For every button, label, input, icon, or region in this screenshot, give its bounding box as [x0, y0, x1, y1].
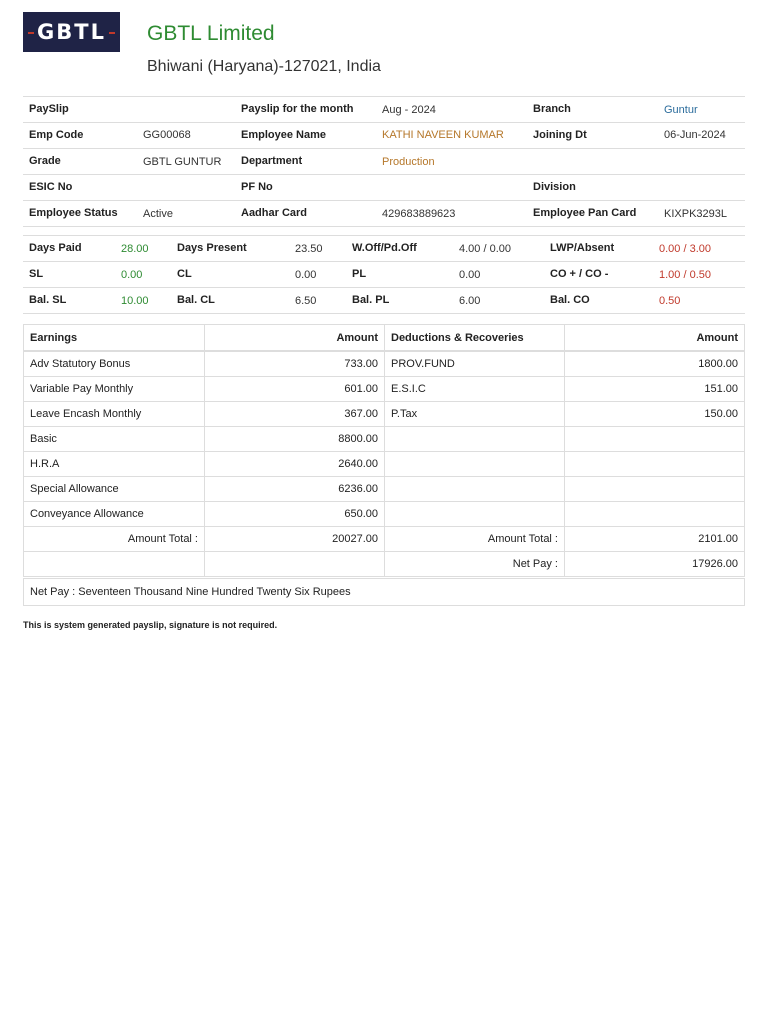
bal-cl-value: 6.50	[295, 295, 317, 307]
net-pay-words-text: Net Pay : Seventeen Thousand Nine Hundred Twenty Six Rupees	[30, 586, 351, 598]
table-header-row	[24, 325, 745, 352]
department-value: Production	[382, 156, 435, 168]
pan-value: KIXPK3293L	[664, 208, 727, 220]
earnings-header: Earnings	[24, 325, 205, 352]
empty-cell	[385, 502, 565, 527]
days-present-label: Days Present	[177, 242, 247, 254]
deduction-name: P.Tax	[385, 402, 565, 427]
deductions-header: Deductions & Recoveries	[385, 325, 565, 352]
emp-name-label: Employee Name	[241, 129, 326, 141]
earning-name: Leave Encash Monthly	[24, 402, 205, 427]
joining-label: Joining Dt	[533, 129, 587, 141]
logo-text: GBTL	[30, 20, 113, 44]
attendance-row-3	[23, 288, 745, 314]
deduction-amount: 151.00	[565, 377, 745, 402]
empty-cell	[385, 452, 565, 477]
employee-info-section	[23, 96, 745, 227]
aadhar-label: Aadhar Card	[241, 207, 308, 219]
days-present-value: 23.50	[295, 243, 323, 255]
company-name: GBTL Limited	[147, 22, 275, 45]
bal-sl-label: Bal. SL	[29, 294, 67, 306]
table-row	[24, 502, 745, 527]
aadhar-value: 429683889623	[382, 208, 456, 220]
net-pay-row	[24, 552, 745, 577]
table-row	[24, 377, 745, 402]
empty-cell	[565, 477, 745, 502]
attendance-row-2	[23, 262, 745, 288]
footer-note: This is system generated payslip, signature is not required.	[23, 620, 278, 630]
co-label: CO + / CO -	[550, 268, 609, 280]
info-row-3	[23, 149, 745, 175]
earning-amount: 650.00	[205, 502, 385, 527]
woff-label: W.Off/Pd.Off	[352, 242, 417, 254]
deductions-amount-header: Amount	[565, 325, 745, 352]
month-value: Aug - 2024	[382, 104, 436, 116]
grade-label: Grade	[29, 155, 61, 167]
earning-name: Variable Pay Monthly	[24, 377, 205, 402]
bal-pl-value: 6.00	[459, 295, 481, 307]
empty-cell	[385, 427, 565, 452]
earning-amount: 2640.00	[205, 452, 385, 477]
empty-cell	[565, 452, 745, 477]
deductions-total-value: 2101.00	[565, 527, 745, 552]
net-pay-value: 17926.00	[565, 552, 745, 577]
empty-cell	[205, 552, 385, 577]
info-row-5	[23, 201, 745, 227]
branch-value: Guntur	[664, 104, 698, 116]
bal-pl-label: Bal. PL	[352, 294, 390, 306]
earning-amount: 367.00	[205, 402, 385, 427]
sl-label: SL	[29, 268, 44, 280]
company-address: Bhiwani (Haryana)-127021, India	[147, 58, 381, 75]
totals-row	[24, 527, 745, 552]
info-row-1	[23, 97, 745, 123]
earning-amount: 733.00	[205, 351, 385, 377]
deductions-total-label: Amount Total :	[385, 527, 565, 552]
esic-label: ESIC No	[29, 181, 73, 193]
pl-label: PL	[352, 268, 367, 280]
empty-cell	[565, 502, 745, 527]
payslip-label: PaySlip	[29, 103, 69, 115]
net-pay-label: Net Pay :	[385, 552, 565, 577]
earnings-total-label: Amount Total :	[24, 527, 205, 552]
deduction-name: E.S.I.C	[385, 377, 565, 402]
branch-label: Branch	[533, 103, 571, 115]
bal-cl-label: Bal. CL	[177, 294, 215, 306]
department-label: Department	[241, 155, 303, 167]
company-logo	[23, 12, 120, 52]
joining-value: 06-Jun-2024	[664, 129, 726, 141]
net-pay-words	[23, 578, 745, 606]
earning-name: Adv Statutory Bonus	[24, 351, 205, 377]
grade-value: GBTL GUNTUR	[143, 156, 222, 168]
info-row-4	[23, 175, 745, 201]
earning-name: Special Allowance	[24, 477, 205, 502]
pl-value: 0.00	[459, 269, 481, 281]
empty-cell	[385, 477, 565, 502]
table-row	[24, 477, 745, 502]
month-label: Payslip for the month	[241, 103, 354, 115]
earnings-total-value: 20027.00	[205, 527, 385, 552]
info-row-2	[23, 123, 745, 149]
emp-code-value: GG00068	[143, 129, 191, 141]
empty-cell	[24, 552, 205, 577]
lwp-label: LWP/Absent	[550, 242, 615, 254]
emp-code-label: Emp Code	[29, 129, 84, 141]
deduction-name: PROV.FUND	[385, 351, 565, 377]
table-row	[24, 351, 745, 377]
pf-label: PF No	[241, 181, 273, 193]
deduction-amount: 1800.00	[565, 351, 745, 377]
cl-label: CL	[177, 268, 192, 280]
status-label: Employee Status	[29, 207, 118, 219]
earning-name: H.R.A	[24, 452, 205, 477]
earning-amount: 8800.00	[205, 427, 385, 452]
deduction-amount: 150.00	[565, 402, 745, 427]
earning-name: Basic	[24, 427, 205, 452]
status-value: Active	[143, 208, 173, 220]
empty-cell	[565, 427, 745, 452]
bal-co-value: 0.50	[659, 295, 681, 307]
pan-label: Employee Pan Card	[533, 207, 637, 219]
earning-amount: 6236.00	[205, 477, 385, 502]
bal-sl-value: 10.00	[121, 295, 149, 307]
emp-name-value: KATHI NAVEEN KUMAR	[382, 129, 504, 141]
sl-value: 0.00	[121, 269, 143, 281]
cl-value: 0.00	[295, 269, 317, 281]
days-paid-value: 28.00	[121, 243, 149, 255]
table-row	[24, 427, 745, 452]
days-paid-label: Days Paid	[29, 242, 82, 254]
earning-name: Conveyance Allowance	[24, 502, 205, 527]
attendance-row-1	[23, 236, 745, 262]
attendance-section	[23, 235, 745, 314]
lwp-value: 0.00 / 3.00	[659, 243, 711, 255]
earnings-deductions-table	[23, 324, 745, 577]
earnings-amount-header: Amount	[205, 325, 385, 352]
table-row	[24, 402, 745, 427]
co-value: 1.00 / 0.50	[659, 269, 711, 281]
division-label: Division	[533, 181, 576, 193]
woff-value: 4.00 / 0.00	[459, 243, 511, 255]
bal-co-label: Bal. CO	[550, 294, 590, 306]
earning-amount: 601.00	[205, 377, 385, 402]
table-row	[24, 452, 745, 477]
